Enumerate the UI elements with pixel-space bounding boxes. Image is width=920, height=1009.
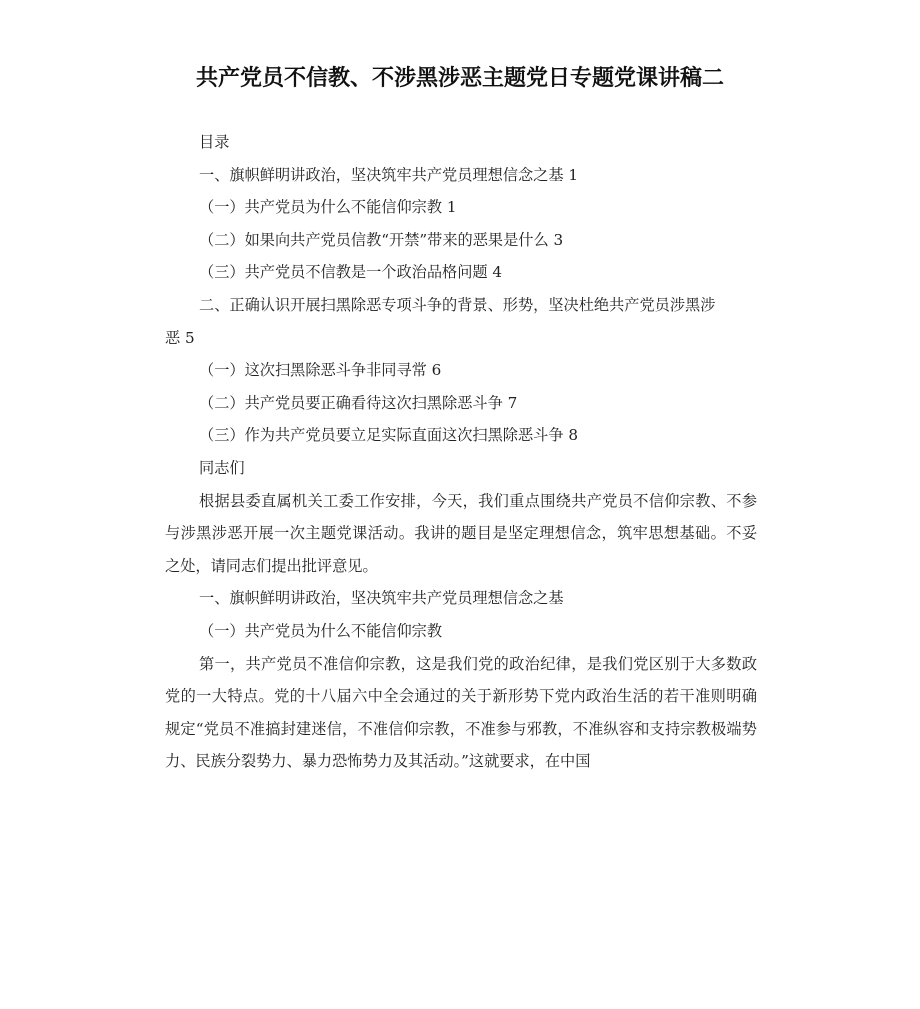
toc-item-line1: 二、正确认识开展扫黑除恶专项斗争的背景、形势，坚决杜绝共产党员涉黑涉 xyxy=(199,295,716,314)
toc-item: 一、旗帜鲜明讲政治，坚决筑牢共产党员理想信念之基 1 xyxy=(199,165,578,184)
toc-item: （一）这次扫黑除恶斗争非同寻常 6 xyxy=(199,361,442,380)
subsection-heading: （一）共产党员为什么不能信仰宗教 xyxy=(199,621,442,640)
intro-paragraph: 根据县委直属机关工委工作安排，今天，我们重点围绕共产党员不信仰宗教、不参与涉黑涉恶开展一次主题党课活动。我讲的题目是坚定理想信念，筑牢思想基础。不妥之处，请同志们提出批评意见。 xyxy=(165,491,757,575)
body-paragraph: 第一，共产党员不准信仰宗教，这是我们党的政治纪律，是我们党区别于大多数政党的一大特点。党的十八届六中全会通过的关于新形势下党内政治生活的若干准则明确规定“党员不准搞封建迷信，不准信仰宗教，不准参与邪教，不准纵容和支持宗教极端势力、民族分裂势力、暴力恐怖势力及其活动。”这就要求，在中国 xyxy=(165,654,757,771)
toc-item: （二）共产党员要正确看待这次扫黑除恶斗争 7 xyxy=(199,393,518,412)
toc-item-line2: 恶 5 xyxy=(165,328,195,347)
salutation: 同志们 xyxy=(199,458,245,477)
toc-item: （三）作为共产党员要立足实际直面这次扫黑除恶斗争 8 xyxy=(199,426,578,445)
toc-item: （一）共产党员为什么不能信仰宗教 1 xyxy=(199,198,457,217)
document-body xyxy=(165,126,757,778)
toc-item: （三）共产党员不信教是一个政治品格问题 4 xyxy=(199,263,503,282)
document-title: 共产党员不信教、不涉黑涉恶主题党日专题党课讲稿二 xyxy=(195,66,724,91)
toc-heading: 目录 xyxy=(199,133,230,151)
section-heading: 一、旗帜鲜明讲政治，坚决筑牢共产党员理想信念之基 xyxy=(199,589,564,608)
toc-item: （二）如果向共产党员信教“开禁”带来的恶果是什么 3 xyxy=(199,230,564,249)
